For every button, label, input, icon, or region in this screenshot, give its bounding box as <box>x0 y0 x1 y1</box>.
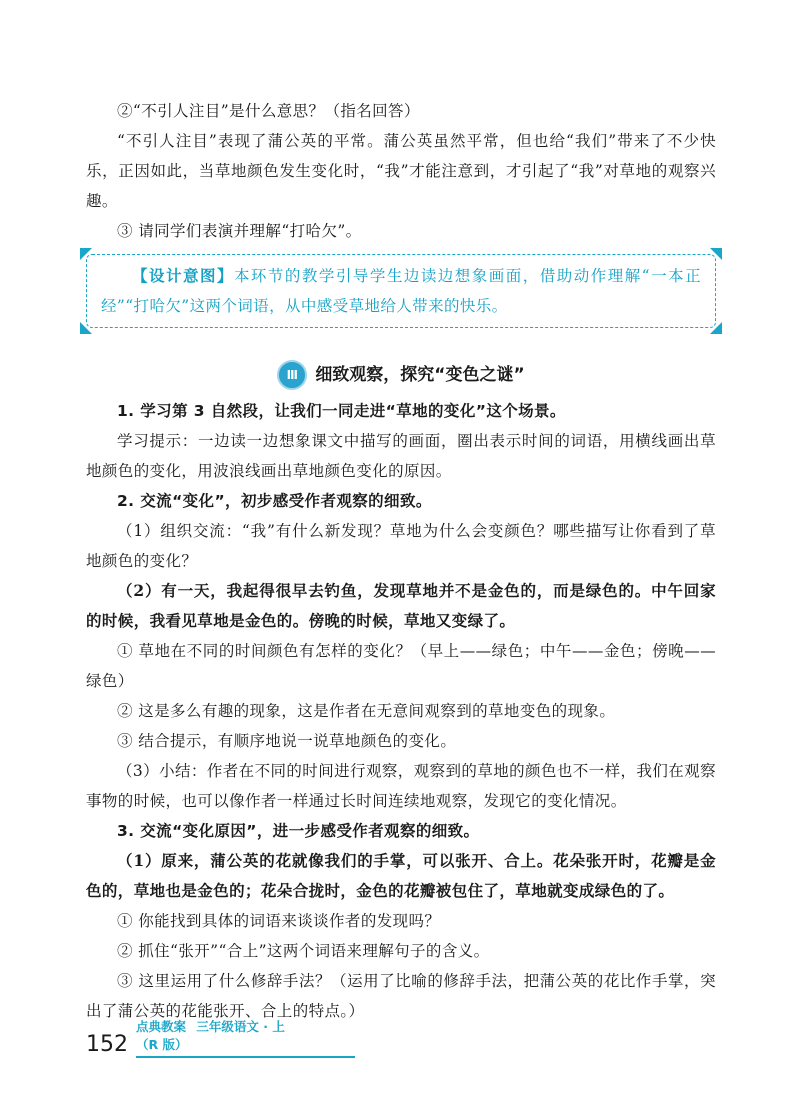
paragraph: ② 这是多么有趣的现象，这是作者在无意间观察到的草地变色的现象。 <box>117 702 616 720</box>
paragraph: ②“不引人注目”是什么意思？（指名回答） <box>117 102 420 120</box>
paragraph: ① 草地在不同的时间颜色有怎样的变化？（早上——绿色；中午——金色；傍晚——绿色） <box>86 642 716 690</box>
design-intent-body: 本环节的教学引导学生边读边想象画面，借助动作理解“一本正经”“打哈欠”这两个词语，从中感受草地给人带来的快乐。 <box>101 267 701 315</box>
paragraph: ③ 请同学们表演并理解“打哈欠”。 <box>117 222 362 240</box>
book-edition: （R 版） <box>136 1037 188 1052</box>
corner-ornament-icon <box>710 322 722 334</box>
paragraph: 3. 交流“变化原因”，进一步感受作者观察的细致。 <box>117 822 480 840</box>
corner-ornament-icon <box>80 322 92 334</box>
paragraph: （1）组织交流：“我”有什么新发现？草地为什么会变颜色？哪些描写让你看到了草地颜色的变化？ <box>86 522 716 570</box>
paragraph: 1. 学习第 3 自然段，让我们一同走进“草地的变化”这个场景。 <box>117 402 566 420</box>
paragraph: “不引人注目”表现了蒲公英的平常。蒲公英虽然平常，但也给“我们”带来了不少快乐，正因如此，当草地颜色发生变化时，“我”才能注意到，才引起了“我”对草地的观察兴趣。 <box>86 132 716 210</box>
book-grade: 三年级语文 · 上 <box>196 1019 285 1034</box>
paragraph: 学习提示：一边读一边想象课文中描写的画面，圈出表示时间的词语，用横线画出草地颜色的变化，用波浪线画出草地颜色变化的原因。 <box>86 432 716 480</box>
section-title: 细致观察，探究“变色之谜” <box>315 365 525 385</box>
design-intent-box <box>86 254 716 328</box>
paragraph: ③ 结合提示，有顺序地说一说草地颜色的变化。 <box>117 732 457 750</box>
corner-ornament-icon <box>80 248 92 260</box>
design-intent-text <box>101 261 701 321</box>
corner-ornament-icon <box>710 248 722 260</box>
page-footer <box>86 1019 355 1058</box>
design-intent-tag: 【设计意图】 <box>132 267 234 285</box>
section-number-badge: Ⅲ <box>277 360 307 390</box>
paragraph: （1）原来，蒲公英的花就像我们的手掌，可以张开、合上。花朵张开时，花瓣是金色的，草地也是金色的；花朵合拢时，金色的花瓣被包住了，草地就变成绿色的了。 <box>86 851 716 900</box>
paragraph: 2. 交流“变化”，初步感受作者观察的细致。 <box>117 492 432 510</box>
book-title <box>136 1018 355 1058</box>
paragraph: ① 你能找到具体的词语来谈谈作者的发现吗？ <box>117 912 441 930</box>
page-content <box>86 96 716 1026</box>
paragraph: ③ 这里运用了什么修辞手法？（运用了比喻的修辞手法，把蒲公英的花比作手掌，突出了蒲公英的花能张开、合上的特点。） <box>86 972 716 1020</box>
book-name: 点典教案 <box>136 1019 187 1034</box>
paragraph: ② 抓住“张开”“合上”这两个词语来理解句子的含义。 <box>117 942 490 960</box>
page-number: 152 <box>86 1032 128 1057</box>
paragraph: （2）有一天，我起得很早去钓鱼，发现草地并不是金色的，而是绿色的。中午回家的时候，我看见草地是金色的。傍晚的时候，草地又变绿了。 <box>86 581 716 630</box>
paragraph: （3）小结：作者在不同的时间进行观察，观察到的草地的颜色也不一样，我们在观察事物的时候，也可以像作者一样通过长时间连续地观察，发现它的变化情况。 <box>86 762 716 810</box>
section-heading <box>86 358 716 392</box>
